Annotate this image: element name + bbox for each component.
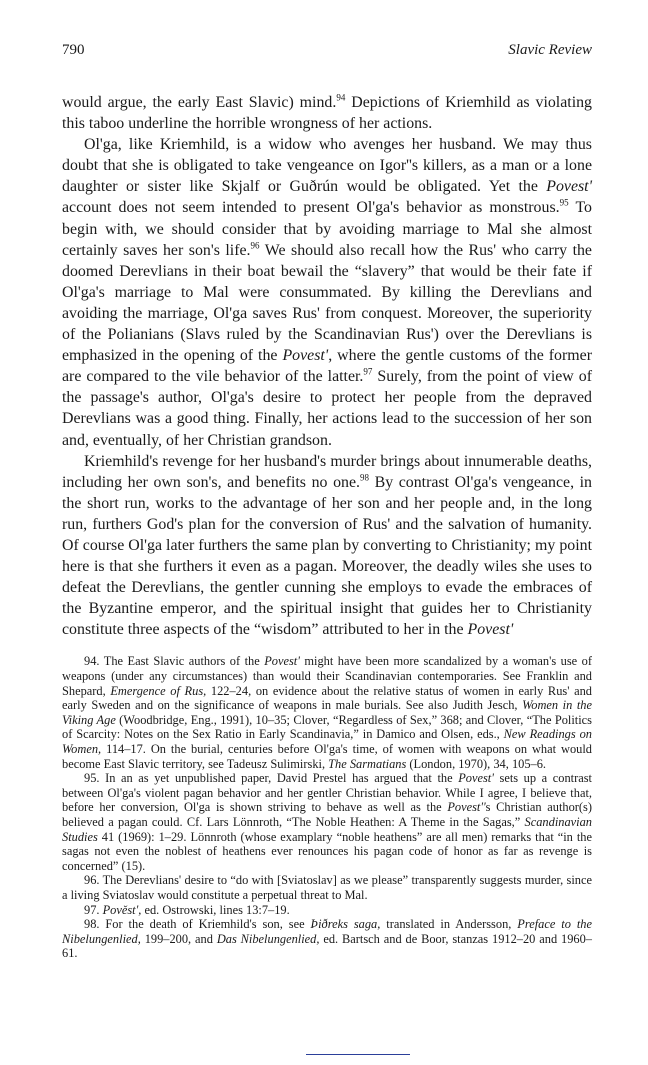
body-paragraph [62, 451, 592, 641]
text-run: ed. Bartsch and de Boor, stanzas 1912–20 and 1960–61. [62, 931, 592, 961]
text-run: translated in Andersson, [380, 917, 518, 932]
italic-run: New Readings on Women, [62, 727, 592, 756]
journal-page [62, 40, 592, 961]
footnote-ref: 97 [363, 366, 373, 377]
text-run: , where the gentle customs of the former are compared to the vile behavior of the latter. [62, 347, 593, 386]
text-run: We should also recall how the Rus' who carry the doomed Derevlians in their boat bewail the “slavery” that would be their fate if Ol'ga's marriage to Mal were consummated. By killing the Derevlians and avoiding the marriage, Ol'ga saves Rus' from conquest. Moreover, the superiority of the Polianians (Slavs ruled by the Scandinavian Rus') over the Derevlians is emphasized in the opening of the [62, 241, 592, 365]
text-run: 114–17. On the burial, centuries before Ol'ga's time, of women with weapons on what would become East Slavic territory, see Tadeusz Sulimirski, [62, 742, 592, 771]
text-run: s Christian author(s) believed a pagan could. Cf. Lars Lönnroth, “The Noble Heathen: A Theme in the Sagas,” [62, 800, 592, 829]
italic-run: Povest' [282, 347, 329, 365]
page-number: 790 [62, 42, 85, 58]
text-run: 96. The Derevlians' desire to “do with [Sviatoslav] as we please” transparently suggests murder, since a living Sviatoslav would constitute a perpetual threat to Mal. [62, 873, 592, 902]
footnote-ref: 96 [250, 240, 260, 251]
body-paragraph [62, 134, 592, 450]
footnote [62, 903, 592, 918]
italic-run: Women in the Viking Age [62, 698, 592, 727]
footnote-ref: 94 [336, 92, 346, 103]
footnote-ref: 95 [559, 198, 569, 209]
text-run: 41 (1969): 1–29. Lönnroth (whose examplary “noble heathens” are all men) remarks that “in the sagas not even the noblest of heathens ever renounces his pagan code of honor as far as revenge is concerned” (15). [62, 829, 592, 873]
italic-run: Preface to the Nibelungenlied, [62, 917, 592, 946]
italic-run: Povest' [546, 178, 592, 196]
body-paragraph [62, 92, 592, 134]
text-run: Ol'ga, like Kriemhild, is a widow who avenges her husband. We may thus doubt that she is obligated to take vengeance on Igor''s killers, as a man or a lone daughter or sister like Skjalf or Guðrún would be obligated. Yet the [62, 136, 592, 196]
text-run: would argue, the early East Slavic) mind. [62, 94, 337, 111]
text-run: ed. Ostrowski, lines 13:7–19. [141, 902, 290, 917]
footnote [62, 917, 592, 961]
italic-run: Þiðreks saga, [310, 917, 381, 932]
footnotes [62, 654, 592, 960]
text-run: 95. In an as yet unpublished paper, David Prestel has argued that the [84, 771, 459, 786]
text-run: might have been more scandalized by a woman's use of weapons (under any circumstances) than would their Scandinavian contemporaries. See Franklin and Shepard, [62, 654, 592, 698]
italic-run: Pověst', [102, 902, 142, 917]
footnote [62, 873, 592, 902]
text-run: 94. The East Slavic authors of the [84, 654, 265, 669]
italic-run: Povest'' [447, 800, 486, 815]
body-text [62, 92, 592, 640]
text-run: account does not seem intended to present Ol'ga's behavior as monstrous. [62, 199, 560, 217]
text-run: To begin with, we should consider that by avoiding marriage to Mal she almost certainly saves her son's life. [62, 199, 592, 259]
italic-run: The Sarmatians [328, 756, 407, 771]
italic-run: Povest' [264, 654, 300, 669]
text-run: 97. [84, 902, 103, 917]
footnote [62, 771, 592, 873]
italic-run: Scandinavian Studies [62, 814, 592, 844]
text-run: By contrast Ol'ga's vengeance, in the short run, works to the advantage of her son and her people and, in the long run, furthers God's plan for the conversion of Rus' and the salvation of humanity. Of course Ol'ga later furthers the same plan by converting to Christianity; my point here is that she furthers it even as a pagan. Moreover, the deadly wiles she uses to defeat the Derevlians, the gentler cunning she employs to evade the embraces of the Byzantine emperor, and the spiritual insight that guides her to Christianity constitute three aspects of the “wisdom” attributed to her in the [62, 473, 593, 639]
text-run: 199–200, and [140, 931, 217, 946]
running-header [62, 40, 592, 60]
text-run: Surely, from the point of view of the passage's author, Ol'ga's desire to protect her people from the depraved Derevlians was a good thing. Finally, her actions lead to the succession of her son and, eventually, of her Christian grandson. [62, 368, 592, 449]
text-run: (London, 1970), 34, 105–6. [406, 756, 547, 771]
text-run: (Woodbridge, Eng., 1991), 10–35; Clover, “Regardless of Sex,” 368; and Clover, “The Politics of Scarcity: Notes on the Sex Ratio in Early Scandinavia,” in Damico and Olsen, eds., [62, 712, 593, 742]
italic-run: Povest' [458, 771, 494, 786]
italic-run: Das Nibelungenlied, [216, 931, 320, 946]
footnote-ref: 98 [360, 472, 369, 483]
italic-run: Emergence of Rus, [110, 683, 207, 698]
journal-title: Slavic Review [508, 42, 592, 58]
text-run: Depictions of Kriemhild as violating this taboo underline the horrible wrongness of her actions. [62, 94, 592, 133]
text-run: Kriemhild's revenge for her husband's murder brings about innumerable deaths, including her own son's, and benefits no one. [62, 452, 592, 491]
text-run: sets up a contrast between Ol'ga's violent pagan behavior and her gentler Christian behavior. While I agree, I believe that, before her conversion, Ol'ga is shown striving to behave as well as the [62, 771, 592, 815]
footer-rule [306, 1054, 410, 1055]
italic-run: Povest' [467, 621, 514, 639]
text-run: 98. For the death of Kriemhild's son, see [84, 917, 311, 932]
footnote [62, 654, 592, 771]
text-run: 122–24, on evidence about the relative status of women in early Rus' and early Sweden and on the significance of weapons in male burials. See also Judith Jesch, [62, 683, 592, 713]
